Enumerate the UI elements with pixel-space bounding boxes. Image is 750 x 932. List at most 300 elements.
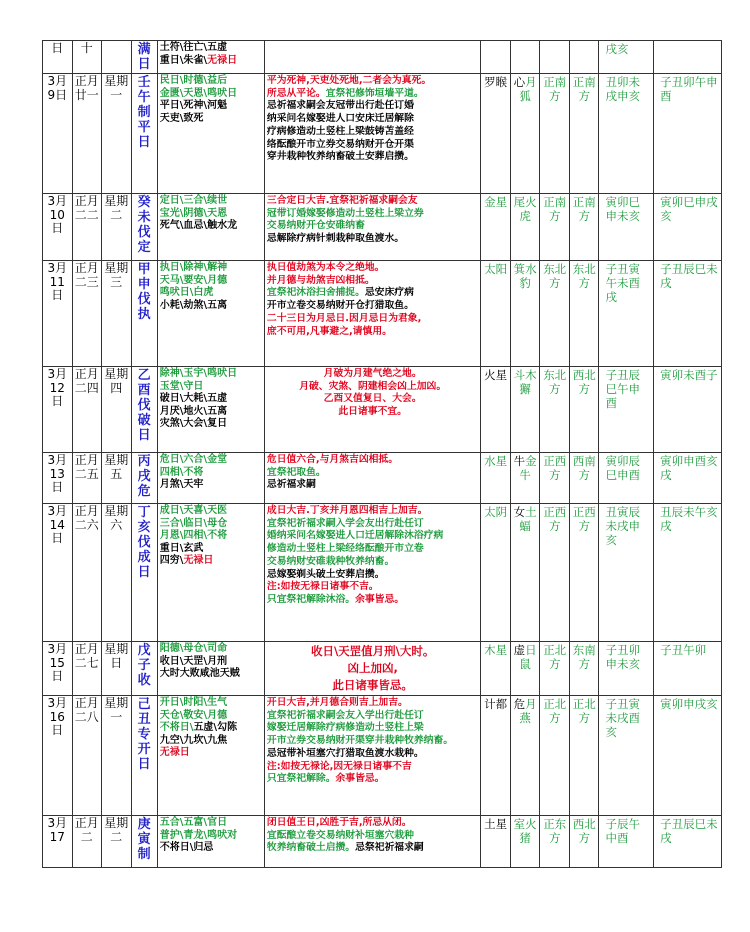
shensha-text: 玉堂\守日 — [159, 380, 204, 392]
mansion-char: 牛 — [519, 468, 531, 482]
shensha-text: 重日\玄武 — [159, 542, 204, 554]
shensha-cell — [157, 696, 264, 816]
shensha-line — [160, 656, 262, 669]
lunar-date-cell: 正月二七 — [72, 642, 102, 696]
almanac-row — [43, 816, 722, 868]
star-cell: 水星 — [481, 453, 511, 504]
direction-cell-2: 西北方 — [569, 816, 599, 868]
lucky-hours-cell-1: 丑寅辰未戌申亥 — [599, 504, 654, 642]
lunar-date-cell: 正月二 — [72, 816, 102, 868]
mansion-char: 虎 — [519, 209, 531, 223]
yiji-text: 忌安床疗病 — [364, 287, 414, 299]
ganzhi-cell: 癸未伐定 — [131, 194, 157, 261]
shensha-line — [160, 368, 262, 381]
yiji-line — [267, 677, 478, 694]
weekday-cell: 星期日 — [102, 642, 132, 696]
mansion-char: 尾 — [513, 195, 526, 209]
weekday-cell: 星期二 — [102, 816, 132, 868]
yiji-line — [267, 817, 478, 830]
shensha-line — [160, 454, 262, 467]
direction-cell-2: 正南方 — [569, 194, 599, 261]
shensha-cell — [157, 453, 264, 504]
mansion-char: 木 — [525, 368, 537, 382]
shensha-text: 宝光\阴德\天恩 — [159, 207, 228, 219]
almanac-row — [43, 194, 722, 261]
mansion-char: 危 — [513, 697, 526, 711]
yiji-text: 宜祭祀祈福求嗣入学会友出行赴任订 — [266, 517, 424, 529]
direction-cell-2: 西北方 — [569, 367, 599, 453]
shensha-line — [160, 710, 262, 723]
yiji-line — [267, 735, 478, 748]
lunar-date-cell: 十 — [72, 41, 102, 74]
yiji-text: 月破为月建气绝之地。 — [323, 368, 422, 379]
lucky-hours-cell-2: 子丑卯午申酉 — [654, 74, 722, 194]
yiji-text: 纳采问名嫁娶进人口安床迁居解除 — [266, 113, 414, 125]
shensha-text: 四穷\ — [159, 555, 184, 566]
direction-cell-2: 东南方 — [569, 642, 599, 696]
shensha-text: 三合\临日\母仓 — [159, 517, 228, 529]
shensha-line — [160, 75, 262, 88]
shensha-cell — [157, 74, 264, 194]
shensha-line — [160, 543, 262, 556]
yiji-line — [267, 454, 478, 467]
yiji-line — [267, 773, 478, 786]
yiji-text: 交易纳财开仓安碓纳畜 — [266, 220, 365, 232]
direction-cell-1: 正北方 — [540, 642, 570, 696]
mansion-char: 猪 — [519, 831, 531, 845]
solar-date-cell: 3月11日 — [43, 261, 73, 367]
solar-date-cell: 3月16日 — [43, 696, 73, 816]
yiji-text: 此日诸事皆忌。 — [332, 678, 413, 692]
direction-cell-2: 东北方 — [569, 261, 599, 367]
shensha-text: 土符\往亡\五虚 — [159, 42, 228, 53]
lunar-date-cell: 正月廿一 — [72, 74, 102, 194]
mansion-char: 箕 — [513, 262, 526, 276]
shensha-cell — [157, 367, 264, 453]
shensha-line — [160, 300, 262, 313]
lucky-hours-cell-2: 寅卯未酉子 — [654, 367, 722, 453]
yiji-text: 乙酉又值复日、大会。 — [323, 393, 422, 405]
shensha-line — [160, 418, 262, 431]
yiji-line — [267, 151, 478, 164]
shensha-text: 天吏\致死 — [159, 112, 204, 124]
yiji-line — [267, 100, 478, 113]
lucky-hours-cell-1: 寅卯辰巳申酉 — [599, 453, 654, 504]
mansion-char: 日 — [525, 643, 537, 657]
direction-cell-1: 正南方 — [540, 194, 570, 261]
yiji-text: 婚纳采问名嫁娶进人口迁居解除沐浴疗病 — [266, 530, 444, 542]
yiji-line — [267, 233, 478, 246]
yiji-line — [267, 761, 478, 774]
solar-date-cell: 3月13日 — [43, 453, 73, 504]
ganzhi-cell: 己丑专开日 — [131, 696, 157, 816]
shensha-text: 普护\青龙\鸣吠对 — [159, 829, 238, 841]
mansion-char: 土 — [525, 505, 537, 519]
yiji-text: 庶不可用,凡事避之,请慎用。 — [266, 325, 392, 337]
ganzhi-cell: 满日 — [131, 41, 157, 74]
yiji-text: 执日值劫煞为本令之绝地。 — [266, 262, 385, 273]
shensha-text: 开日\时阳\生气 — [159, 697, 228, 708]
lunar-date-cell: 正月二六 — [72, 504, 102, 642]
yiji-text: 忌祈福求嗣会友冠带出行赴任订婚 — [266, 100, 414, 112]
shensha-line — [160, 88, 262, 101]
yiji-text: 开市立券交易纳财开渠穿井栽种牧养纳畜。 — [266, 735, 454, 747]
weekday-cell: 星期一 — [102, 696, 132, 816]
yiji-text: 忌解除疗病针刺栽种取鱼渡水。 — [266, 233, 405, 245]
lucky-hours-cell-2: 寅卯申酉亥戌 — [654, 453, 722, 504]
ganzhi-cell: 壬午制平日 — [131, 74, 157, 194]
yiji-text: 忌冠带补垣塞穴打猎取鱼渡水栽种。 — [266, 747, 424, 759]
yiji-line — [267, 722, 478, 735]
direction-cell-1: 东北方 — [540, 261, 570, 367]
yiji-line — [267, 660, 478, 677]
lunar-mansion-cell — [510, 261, 540, 367]
yiji-text: 只宜祭祀解除沐浴。 — [266, 593, 356, 605]
weekday-cell: 星期四 — [102, 367, 132, 453]
shensha-text: 破日\大耗\五虚 — [159, 393, 228, 404]
direction-cell-2: 西南方 — [569, 453, 599, 504]
yiji-line — [267, 710, 478, 723]
direction-cell-2: 正西方 — [569, 504, 599, 642]
yiji-text: 并月德与劫煞吉凶相抵。 — [266, 274, 375, 286]
mansion-char: 心 — [513, 75, 526, 89]
yiji-line — [267, 208, 478, 221]
yiji-text: 月破、灾煞、阴建相会凶上加凶。 — [299, 380, 447, 392]
shensha-line — [160, 643, 262, 656]
yiji-text: 开市立卷交易纳财开仓打猎取鱼。 — [266, 300, 414, 312]
direction-cell-1 — [540, 41, 570, 74]
mansion-char: 金 — [525, 454, 537, 468]
yiji-text: 注:如按无禄论,因无禄日诸事不吉 — [266, 760, 412, 772]
shensha-text: 小耗\劫煞\五离 — [159, 299, 228, 311]
yiji-text: 忌嫁娶剃头破土安葬启攒。 — [266, 568, 385, 580]
shensha-cell — [157, 194, 264, 261]
lucky-hours-cell-2: 丑辰未午亥戌 — [654, 504, 722, 642]
yiji-line — [267, 748, 478, 761]
yiji-line — [267, 556, 478, 569]
mansion-char: 水 — [525, 262, 537, 276]
shensha-text: 月恩\四相\不将 — [159, 530, 228, 541]
weekday-cell — [102, 41, 132, 74]
yiji-text: 三合定日大吉.宜祭祀祈福求嗣会友 — [266, 195, 418, 206]
lucky-hours-cell-1: 丑卯未戌申亥 — [599, 74, 654, 194]
shensha-text: 天仓\敬安\月德 — [159, 709, 228, 721]
yiji-line — [267, 581, 478, 594]
almanac-row — [43, 642, 722, 696]
yiji-text: 所忌从平论。 — [266, 87, 326, 99]
shensha-cell — [157, 41, 264, 74]
almanac-row — [43, 504, 722, 642]
lucky-hours-cell-1: 子辰午中酉 — [599, 816, 654, 868]
shensha-text: 重日\朱雀\ — [159, 54, 208, 66]
yiji-text: 修造动土竖柱上梁经络酝酿开市立卷 — [266, 543, 424, 555]
shensha-line — [160, 287, 262, 300]
mansion-char: 女 — [513, 505, 526, 519]
yiji-line — [267, 479, 478, 492]
shensha-text: 天马\要安\月德 — [159, 274, 228, 286]
lunar-mansion-cell — [510, 194, 540, 261]
almanac-row — [43, 367, 722, 453]
solar-date-cell: 3月9日 — [43, 74, 73, 194]
direction-cell-1: 正西方 — [540, 453, 570, 504]
ganzhi-cell: 庚寅制 — [131, 816, 157, 868]
almanac-row — [43, 74, 722, 194]
yiji-text: 注:如按无禄日诸事不吉。 — [266, 581, 379, 593]
mansion-char: 月 — [525, 75, 537, 89]
yiji-line — [267, 467, 478, 480]
yiji-line — [267, 139, 478, 152]
lunar-date-cell: 正月二八 — [72, 696, 102, 816]
yiji-text: 络酝酿开市立券交易纳财开仓开渠 — [266, 138, 414, 150]
yiji-cell — [264, 367, 480, 453]
shensha-line — [160, 393, 262, 406]
shensha-line — [160, 697, 262, 710]
almanac-table — [42, 40, 722, 868]
shensha-line — [160, 113, 262, 126]
shensha-text: 九空\九坎\九焦 — [159, 734, 228, 746]
yiji-cell — [264, 642, 480, 696]
almanac-row — [43, 261, 722, 367]
solar-date-cell: 3月17 — [43, 816, 73, 868]
shensha-text: 大时大败咸池天贼 — [159, 668, 240, 679]
shensha-text: 收日\天罡\月刑 — [159, 655, 228, 667]
yiji-text: 余事皆忌。 — [355, 593, 405, 605]
shensha-line — [160, 195, 262, 208]
shensha-line — [160, 505, 262, 518]
lucky-hours-cell-1: 子丑寅午未酉戌 — [599, 261, 654, 367]
shensha-text: 无禄日 — [183, 555, 214, 566]
shensha-line — [160, 406, 262, 419]
almanac-row — [43, 41, 722, 74]
yiji-text: 收日\天罡值月刑\大时。 — [310, 644, 435, 658]
mansion-char: 蝠 — [519, 519, 531, 533]
direction-cell-1: 正南方 — [540, 74, 570, 194]
yiji-text: 宜酝酿立卷交易纳财补垣塞穴栽种 — [266, 829, 414, 841]
yiji-line — [267, 275, 478, 288]
yiji-text: 忌祭祀祈福求嗣 — [355, 842, 424, 854]
lucky-hours-cell-2: 寅卯巳申戌亥 — [654, 194, 722, 261]
lunar-mansion-cell — [510, 504, 540, 642]
solar-date-cell: 日 — [43, 41, 73, 74]
yiji-line — [267, 569, 478, 582]
yiji-text: 宜祭祀取鱼。 — [266, 466, 326, 478]
yiji-text: 平为死神,天吏处死地,二者会为真死。 — [266, 75, 432, 86]
shensha-line — [160, 208, 262, 221]
mansion-char: 月 — [525, 697, 537, 711]
shensha-text: 定日\三合\续世 — [159, 195, 228, 206]
shensha-text: 无禄日 — [207, 54, 238, 66]
direction-cell-2: 正北方 — [569, 696, 599, 816]
shensha-line — [160, 518, 262, 531]
lunar-date-cell: 正月二二 — [72, 194, 102, 261]
mansion-char: 豹 — [519, 276, 531, 290]
direction-cell-1: 正西方 — [540, 504, 570, 642]
mansion-char: 狐 — [519, 89, 531, 103]
shensha-line — [160, 830, 262, 843]
yiji-cell — [264, 696, 480, 816]
lucky-hours-cell-2 — [654, 41, 722, 74]
yiji-line — [267, 530, 478, 543]
lucky-hours-cell-2: 子丑午卯 — [654, 642, 722, 696]
direction-cell-2 — [569, 41, 599, 74]
shensha-text: 民日\时德\益后 — [159, 75, 228, 86]
star-cell — [481, 41, 511, 74]
yiji-line — [267, 393, 478, 406]
shensha-text: 阳德\母仓\司命 — [159, 643, 228, 654]
yiji-line — [267, 326, 478, 339]
yiji-text: 嫁娶迁居解除疗病修造动土竖柱上梁 — [266, 722, 424, 734]
shensha-text: 成日\天喜\天医 — [159, 505, 228, 516]
shensha-text: 死气\血忌\触水龙 — [159, 220, 238, 231]
shensha-text: 危日\六合\金堂 — [159, 454, 228, 465]
mansion-char: 牛 — [513, 454, 526, 468]
shensha-cell — [157, 504, 264, 642]
weekday-cell: 星期三 — [102, 261, 132, 367]
lunar-date-cell: 正月二四 — [72, 367, 102, 453]
shensha-text: 除神\玉宇\鸣吠日 — [159, 368, 238, 379]
yiji-cell — [264, 453, 480, 504]
yiji-cell — [264, 41, 480, 74]
solar-date-cell: 3月14日 — [43, 504, 73, 642]
yiji-line — [267, 830, 478, 843]
almanac-row — [43, 453, 722, 504]
yiji-line — [267, 381, 478, 394]
yiji-text: 只宜祭祀解除。 — [266, 773, 336, 785]
lunar-date-cell: 正月二五 — [72, 453, 102, 504]
direction-cell-1: 东北方 — [540, 367, 570, 453]
weekday-cell: 星期六 — [102, 504, 132, 642]
shensha-text: 灾煞\大会\复日 — [159, 418, 228, 429]
ganzhi-cell: 丙戌危 — [131, 453, 157, 504]
yiji-text: 此日诸事不宜。 — [338, 406, 407, 418]
star-cell: 木星 — [481, 642, 511, 696]
shensha-text: 执日\除神\解神 — [159, 262, 228, 273]
yiji-line — [267, 505, 478, 518]
shensha-text: 不将日\ — [159, 722, 194, 733]
lucky-hours-cell-1: 子丑辰巳午申酉 — [599, 367, 654, 453]
shensha-cell — [157, 261, 264, 367]
yiji-text: 宜祭祀祈福求嗣会友入学出行赴任订 — [266, 709, 424, 721]
shensha-text: 金匮\天恩\鸣吠日 — [159, 87, 238, 99]
lucky-hours-cell-1: 寅卯巳申未亥 — [599, 194, 654, 261]
yiji-text: 疗病修造动土竖柱上梁鼓铸苫盖经 — [266, 125, 414, 137]
lunar-mansion-cell — [510, 642, 540, 696]
ganzhi-cell: 戊子收 — [131, 642, 157, 696]
yiji-line — [267, 406, 478, 419]
ganzhi-cell: 甲申伐执 — [131, 261, 157, 367]
lunar-mansion-cell — [510, 41, 540, 74]
lunar-mansion-cell — [510, 74, 540, 194]
shensha-text: 不将日\归忌 — [159, 842, 214, 853]
star-cell: 计都 — [481, 696, 511, 816]
yiji-line — [267, 75, 478, 88]
yiji-line — [267, 195, 478, 208]
mansion-char: 斗 — [513, 368, 526, 382]
yiji-text: 凶上加凶, — [347, 661, 398, 675]
shensha-text: 平日\死神\河魁 — [159, 100, 228, 111]
yiji-line — [267, 643, 478, 660]
shensha-text: 月煞\天牢 — [159, 479, 204, 490]
shensha-text: 五合\五富\官日 — [159, 817, 228, 828]
yiji-line — [267, 697, 478, 710]
yiji-text: 穿井栽种牧养纳畜破土安葬启攒。 — [266, 151, 414, 163]
lucky-hours-cell-1: 子丑寅未戌酉亥 — [599, 696, 654, 816]
yiji-text: 二十三日为月忌日.因月忌日为君象, — [266, 312, 422, 324]
shensha-line — [160, 55, 262, 68]
lunar-mansion-cell — [510, 696, 540, 816]
yiji-text: 成日大吉.丁亥并月恩四相吉上加吉。 — [266, 505, 428, 516]
weekday-cell: 星期一 — [102, 74, 132, 194]
yiji-cell — [264, 816, 480, 868]
yiji-line — [267, 220, 478, 233]
mansion-char: 火 — [525, 195, 537, 209]
yiji-cell — [264, 504, 480, 642]
star-cell: 太阴 — [481, 504, 511, 642]
weekday-cell: 星期二 — [102, 194, 132, 261]
lucky-hours-cell-1: 戌亥 — [599, 41, 654, 74]
yiji-line — [267, 287, 478, 300]
direction-cell-1: 正东方 — [540, 816, 570, 868]
yiji-text: 牧养纳畜破土启攒。 — [266, 842, 356, 854]
ganzhi-cell: 丁亥伐成日 — [131, 504, 157, 642]
yiji-text: 冠带订婚嫁娶修造动土竖柱上梁立券 — [266, 207, 424, 219]
shensha-line — [160, 817, 262, 830]
lucky-hours-cell-2: 寅卯申戌亥 — [654, 696, 722, 816]
shensha-text: 五虚\勾陈 — [193, 722, 238, 733]
yiji-text: 宜祭祀沐浴扫舍捕捉。 — [266, 287, 365, 299]
yiji-text: 宜祭祀修饰垣墙平道。 — [325, 87, 424, 99]
yiji-line — [267, 88, 478, 101]
lunar-date-cell: 正月二三 — [72, 261, 102, 367]
yiji-text: 危日值六合,与月煞吉凶相抵。 — [266, 454, 399, 465]
shensha-line — [160, 735, 262, 748]
shensha-line — [160, 100, 262, 113]
yiji-line — [267, 518, 478, 531]
shensha-cell — [157, 642, 264, 696]
yiji-line — [267, 842, 478, 855]
yiji-line — [267, 126, 478, 139]
mansion-char: 獬 — [519, 382, 531, 396]
star-cell: 罗睺 — [481, 74, 511, 194]
lunar-mansion-cell — [510, 367, 540, 453]
shensha-line — [160, 479, 262, 492]
shensha-line — [160, 220, 262, 233]
weekday-cell: 星期五 — [102, 453, 132, 504]
shensha-line — [160, 555, 262, 568]
shensha-line — [160, 275, 262, 288]
solar-date-cell: 3月10日 — [43, 194, 73, 261]
yiji-line — [267, 300, 478, 313]
shensha-line — [160, 42, 262, 55]
star-cell: 太阳 — [481, 261, 511, 367]
shensha-line — [160, 842, 262, 855]
yiji-line — [267, 368, 478, 381]
yiji-line — [267, 313, 478, 326]
lunar-mansion-cell — [510, 453, 540, 504]
star-cell: 火星 — [481, 367, 511, 453]
yiji-line — [267, 262, 478, 275]
shensha-cell — [157, 816, 264, 868]
shensha-text: 月厌\地火\五离 — [159, 405, 228, 417]
shensha-line — [160, 668, 262, 681]
yiji-line — [267, 113, 478, 126]
yiji-text: 闭日值王日,凶胜于吉,所忌从闭。 — [266, 817, 412, 828]
mansion-char: 室 — [513, 817, 526, 831]
direction-cell-2: 正南方 — [569, 74, 599, 194]
yiji-line — [267, 543, 478, 556]
yiji-text: 交易纳财安碓栽种牧养纳畜。 — [266, 555, 395, 567]
shensha-line — [160, 530, 262, 543]
